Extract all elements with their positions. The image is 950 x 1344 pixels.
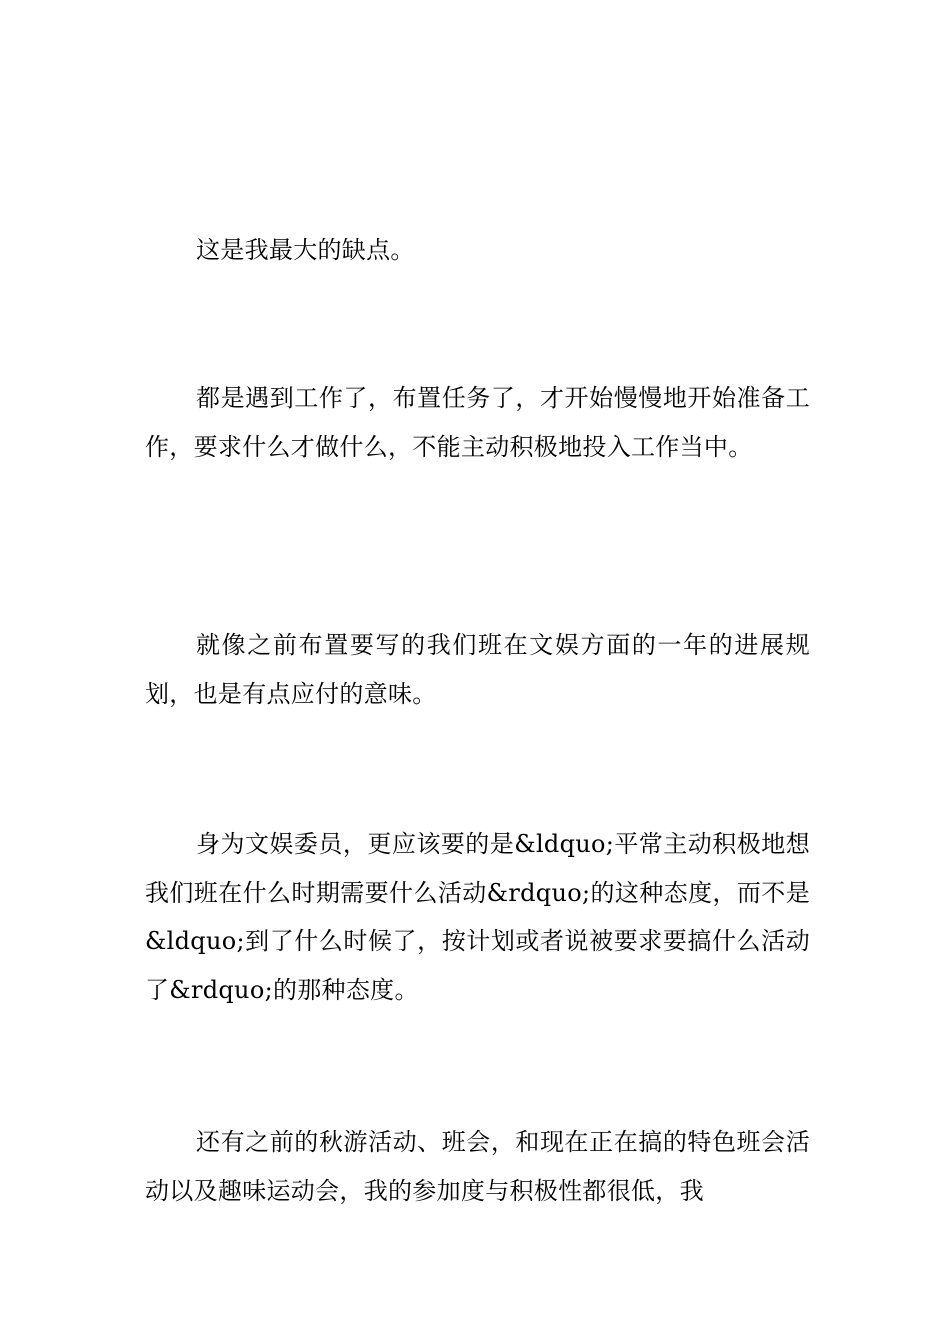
paragraph-participation: 还有之前的秋游活动、班会，和现在正在搞的特色班会活动以及趣味运动会，我的参加度与积极性都很低，我 xyxy=(145,1128,810,1205)
paragraph-passive-work: 都是遇到工作了，布置任务了，才开始慢慢地开始准备工作，要求什么才做什么，不能主动积极地投入工作当中。 xyxy=(145,384,810,461)
paragraph-attitude: 身为文娱委员，更应该要的是&ldquo;平常主动积极地想我们班在什么时期需要什么活动&rdquo;的这种态度，而不是&ldquo;到了什么时候了，按计划或者说被要求要搞什么活动了&rdquo;的那种态度。 xyxy=(145,830,810,1004)
paragraph-weakness: 这是我最大的缺点。 xyxy=(196,236,415,264)
paragraph-planning: 就像之前布置要写的我们班在文娱方面的一年的进展规划，也是有点应付的意味。 xyxy=(145,631,810,708)
